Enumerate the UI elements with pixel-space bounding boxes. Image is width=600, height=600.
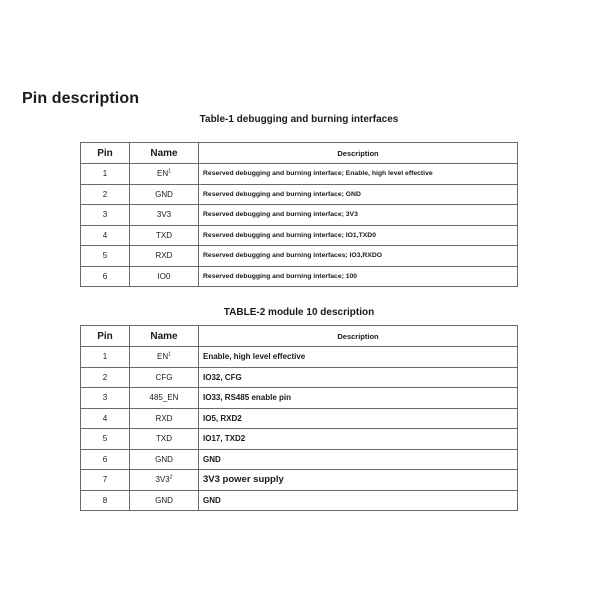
description-column-header: Description <box>199 143 518 164</box>
table-row <box>81 347 518 368</box>
pin-number: 1 <box>81 347 130 368</box>
pin-description: Reserved debugging and burning interface; Enable, high level effective <box>199 164 518 185</box>
pin-description: Reserved debugging and burning interface; 3V3 <box>199 205 518 226</box>
pin-description: IO33, RS485 enable pin <box>199 388 518 409</box>
pin-description: GND <box>199 490 518 511</box>
module-pin-table <box>80 325 518 511</box>
pin-description: Enable, high level effective <box>199 347 518 368</box>
pin-number: 8 <box>81 490 130 511</box>
pin-description: Reserved debugging and burning interface; IO1,TXD0 <box>199 225 518 246</box>
pin-name: GND <box>130 490 199 511</box>
table-row <box>81 266 518 287</box>
pin-number: 5 <box>81 246 130 267</box>
pin-description: Reserved debugging and burning interfaces; IO3,RXDO <box>199 246 518 267</box>
table-1-caption: Table-1 debugging and burning interfaces <box>199 114 399 125</box>
table-row <box>81 184 518 205</box>
pin-column-header: Pin <box>81 143 130 164</box>
pin-description: IO32, CFG <box>199 367 518 388</box>
pin-description: IO5, RXD2 <box>199 408 518 429</box>
pin-name-text: 3V3 <box>155 475 170 485</box>
pin-name: CFG <box>130 367 199 388</box>
table-header-row <box>81 143 518 164</box>
pin-name: RXD <box>130 408 199 429</box>
table-row <box>81 429 518 450</box>
pin-name: IO0 <box>130 266 199 287</box>
pin-number: 6 <box>81 266 130 287</box>
pin-name <box>130 470 199 491</box>
pin-number: 7 <box>81 470 130 491</box>
page-title: Pin description <box>22 90 140 107</box>
pin-number: 4 <box>81 225 130 246</box>
pin-number: 5 <box>81 429 130 450</box>
pin-description: Reserved debugging and burning interface; 100 <box>199 266 518 287</box>
pin-name: 3V3 <box>130 205 199 226</box>
pin-name <box>130 347 199 368</box>
pin-number: 6 <box>81 449 130 470</box>
pin-description: GND <box>199 449 518 470</box>
table-row <box>81 470 518 491</box>
pin-number: 2 <box>81 367 130 388</box>
table-row <box>81 388 518 409</box>
footnote-marker: 1 <box>168 351 171 358</box>
name-column-header: Name <box>130 326 199 347</box>
table-row <box>81 164 518 185</box>
name-column-header: Name <box>130 143 199 164</box>
table-row <box>81 225 518 246</box>
pin-name: RXD <box>130 246 199 267</box>
table-row <box>81 490 518 511</box>
pin-name: TXD <box>130 429 199 450</box>
pin-name: 485_EN <box>130 388 199 409</box>
pin-column-header: Pin <box>81 326 130 347</box>
footnote-marker: 2 <box>169 474 173 481</box>
pin-description: 3V3 power supply <box>199 470 518 491</box>
pin-number: 3 <box>81 205 130 226</box>
table-row <box>81 205 518 226</box>
pin-name-text: EN <box>157 352 169 362</box>
pin-description: Reserved debugging and burning interface; GND <box>199 184 518 205</box>
table-header-row <box>81 326 518 347</box>
table-row <box>81 367 518 388</box>
pin-name: GND <box>130 184 199 205</box>
debug-interface-table <box>80 142 518 287</box>
table-2-caption: TABLE-2 module 10 description <box>223 307 375 318</box>
pin-name: TXD <box>130 225 199 246</box>
pin-number: 3 <box>81 388 130 409</box>
pin-number: 4 <box>81 408 130 429</box>
table-row <box>81 246 518 267</box>
pin-number: 2 <box>81 184 130 205</box>
pin-name-text: EN <box>157 169 169 179</box>
table-row <box>81 449 518 470</box>
table-row <box>81 408 518 429</box>
pin-number: 1 <box>81 164 130 185</box>
pin-name <box>130 164 199 185</box>
footnote-marker: 1 <box>168 168 171 175</box>
pin-description: IO17, TXD2 <box>199 429 518 450</box>
description-column-header: Description <box>199 326 518 347</box>
pin-name: GND <box>130 449 199 470</box>
